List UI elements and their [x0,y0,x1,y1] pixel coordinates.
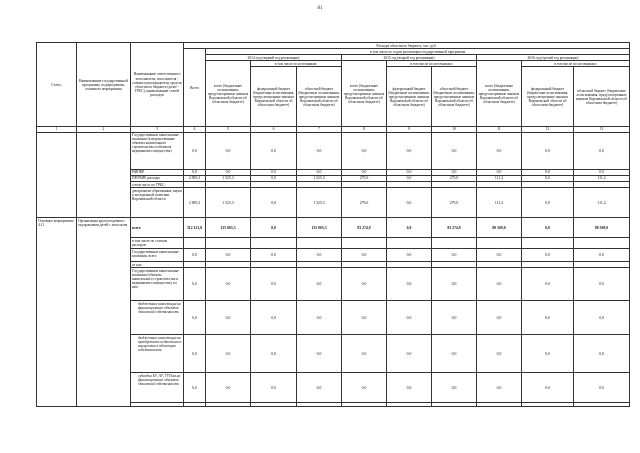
value-cell: 0,0 [522,132,574,169]
value-cell [206,403,251,407]
value-cell: 0,0 [387,188,432,218]
value-cell: 0,0 [574,169,630,175]
value-cell: 0,0 [184,268,206,301]
value-cell: 0,0 [206,249,251,262]
header-2014-including: в том числе по источникам: [251,61,342,67]
value-cell: 80 569,0 [477,218,522,238]
status-cell [37,188,77,218]
value-cell [251,403,297,407]
main-activity-name: Организация круглогодичного оздоровления детей с использов [77,218,131,407]
header-status: Статус [37,43,77,127]
value-cell: 111,2 [477,188,522,218]
header-executor: Наименование ответственного исполнителя, исполнителя - главного распорядителя средств областного бюджета (далее - ГРБС), наименование статей расходов [131,43,184,127]
value-cell: 0,0 [251,335,297,373]
value-cell: 0,0 [206,169,251,175]
value-cell: 0,0 [342,373,387,403]
header-budget-expenses: Расходы областного бюджета, тыс. руб. [184,43,630,49]
col-number: 12 [522,127,574,133]
value-cell: 111,2 [574,175,630,181]
header-year-2014: 2014 год (первый год реализации) [206,55,342,61]
value-cell: 0,0 [574,335,630,373]
value-cell: 0,0 [251,301,297,335]
value-cell: 0,0 [297,132,342,169]
value-cell: 0,0 [387,301,432,335]
value-cell: 0,0 [432,268,477,301]
page-number: 81 [317,6,323,11]
value-cell: 0,0 [477,335,522,373]
header-2015-including: в том числе по источникам: [387,61,477,67]
value-cell [432,403,477,407]
value-cell: 0,0 [184,373,206,403]
value-cell: 279,0 [432,175,477,181]
value-cell: 0,0 [297,335,342,373]
header-2016-total: всего (бюджетные ассигнования, предусмотренные законом Воронежской области об областном бюджете) [477,61,522,127]
value-cell: 0,0 [574,268,630,301]
header-year-2016: 2016 год (третий год реализации) [477,55,630,61]
value-cell: 0,0 [432,373,477,403]
row-label [131,403,184,407]
value-cell: 0,0 [297,169,342,175]
value-cell: 0,0 [522,373,574,403]
value-cell: 0,0 [522,175,574,181]
value-cell: 0,0 [297,268,342,301]
value-cell: 0,0 [251,249,297,262]
row-label: в том числе по статьям расходов: [131,238,184,249]
value-cell: 0,0 [387,218,432,238]
row-label: НИОКР [131,169,184,175]
value-cell: 0,0 [522,188,574,218]
value-cell: 0,0 [251,268,297,301]
value-cell [184,403,206,407]
row-label: из них: [131,262,184,268]
header-total: Всего [184,49,206,127]
col-number: 4 [184,127,206,133]
value-cell: 0,0 [251,132,297,169]
row-label: Государственные капитальные вложения (объекты капитального строительства и недвижимого имущества), из них: [131,268,184,301]
value-cell: 0,0 [432,301,477,335]
value-cell: 0,0 [522,218,574,238]
value-cell: 0,0 [251,373,297,403]
value-cell [251,238,297,249]
col-number: 8 [342,127,387,133]
value-cell: 0,0 [342,301,387,335]
row-label: всего [131,218,184,238]
value-cell: 0,0 [206,132,251,169]
value-cell: 135 065,3 [206,218,251,238]
value-cell: 0,0 [206,268,251,301]
value-cell: 2 885,3 [184,175,206,181]
value-cell: 1 525,3 [206,175,251,181]
header-program-name: Наименование государственной программы, подпрограммы, основного мероприятия [77,43,131,127]
header-by-years: в том числе по годам реализации государственной программы [206,49,630,55]
value-cell: 0,0 [477,373,522,403]
value-cell [206,238,251,249]
header-2016-federal: федеральный бюджет (бюджетные ассигнования, предусмотренные законом Воронежской области об областном бюджете) [522,67,574,127]
value-cell: 0,0 [342,335,387,373]
col-number: 10 [432,127,477,133]
value-cell: 0,0 [574,249,630,262]
value-cell [297,238,342,249]
value-cell: 0,0 [297,373,342,403]
col-number: 7 [297,127,342,133]
row-label: бюджетные инвестиции на приобретение недвижимого имущества в областную собственность [131,335,184,373]
header-2015-regional: областной бюджет (бюджетные ассигнования, предусмотренные законом Воронежской области об областном бюджете) [432,67,477,127]
value-cell [387,238,432,249]
value-cell: 0,0 [342,132,387,169]
value-cell: 1 525,3 [206,188,251,218]
value-cell: 0,0 [387,268,432,301]
row-label: департамент образования, науки и молодежной политики Воронежской области [131,188,184,218]
row-label: Государственные капитальные вложения, всего [131,249,184,262]
value-cell: 1 525,3 [297,175,342,181]
col-number: 9 [387,127,432,133]
row-label: бюджетные инвестиции на финансирование объектов областной собственности [131,301,184,335]
value-cell: 0,0 [574,373,630,403]
value-cell: 0,0 [432,249,477,262]
value-cell: 111,2 [574,188,630,218]
value-cell: 83 274,9 [432,218,477,238]
value-cell: 0,0 [184,169,206,175]
value-cell: 0,0 [477,301,522,335]
value-cell [522,238,574,249]
header-2015-federal: федеральный бюджет (бюджетные ассигнования, предусмотренные законом Воронежской области об областном бюджете) [387,67,432,127]
value-cell: 0,0 [387,335,432,373]
col-number: 3 [131,127,184,133]
value-cell: 0,0 [477,132,522,169]
value-cell: 0,0 [477,268,522,301]
value-cell: 0,0 [251,175,297,181]
value-cell: 0,0 [251,218,297,238]
value-cell: 279,0 [342,188,387,218]
value-cell: 0,0 [184,301,206,335]
budget-table [36,42,630,407]
row-label: Государственные капитальные вложения (в ведомственные объекты капитального строительства и объектов недвижимого имущества) [131,132,184,169]
value-cell [184,238,206,249]
value-cell: 1 525,3 [297,188,342,218]
value-cell: 0,0 [184,249,206,262]
value-cell: 0,0 [342,268,387,301]
col-number: 5 [206,127,251,133]
value-cell: 0,0 [387,169,432,175]
value-cell: 0,0 [387,249,432,262]
value-cell: 0,0 [522,268,574,301]
name-cell [77,188,131,218]
status-cell [37,132,77,169]
value-cell: 0,0 [342,169,387,175]
value-cell: 0,0 [206,373,251,403]
value-cell: 0,0 [251,188,297,218]
value-cell [574,238,630,249]
value-cell: 0,0 [297,249,342,262]
col-number: 1 [37,127,77,133]
value-cell: 0,0 [206,301,251,335]
value-cell [342,238,387,249]
value-cell: 0,0 [522,301,574,335]
col-number: 6 [251,127,297,133]
main-activity-status: Основное мероприятие 4.11 [37,218,77,407]
value-cell [342,403,387,407]
col-number: 2 [77,127,131,133]
value-cell [522,403,574,407]
value-cell: 0,0 [387,132,432,169]
row-label: субсидии БУ, АУ, ГУПам на финансирование объектов областной собственности [131,373,184,403]
value-cell: 0,0 [574,301,630,335]
value-cell: 0,0 [522,249,574,262]
value-cell: 312 121,8 [184,218,206,238]
value-cell: 0,0 [432,335,477,373]
value-cell [574,403,630,407]
header-2016-including: в том числе по источникам: [522,61,630,67]
row-label: в том числе по ГРБС: [131,182,184,188]
value-cell: 0,0 [184,335,206,373]
header-2015-total: всего (бюджетные ассигнования, предусмотренные законом Воронежской области об областном бюджете) [342,61,387,127]
value-cell: 0,0 [387,175,432,181]
header-2014-federal: федеральный бюджет (бюджетные ассигнования, предусмотренные законом Воронежской области об областном бюджете) [251,67,297,127]
value-cell: 0,0 [206,335,251,373]
value-cell: 0,0 [251,169,297,175]
value-cell: 135 065,3 [297,218,342,238]
value-cell [477,403,522,407]
value-cell [477,238,522,249]
col-number: 11 [477,127,522,133]
value-cell [297,403,342,407]
value-cell: 0,0 [432,169,477,175]
value-cell: 0,0 [297,301,342,335]
col-number: 13 [574,127,630,133]
value-cell: 0,0 [387,373,432,403]
value-cell: 0,0 [522,169,574,175]
value-cell: 0,0 [477,169,522,175]
header-2014-total: всего (бюджетные ассигнования, предусмотренные законом Воронежской области об областном бюджете) [206,61,251,127]
name-cell [77,132,131,169]
value-cell: 83 274,9 [342,218,387,238]
value-cell: 2 885,3 [184,188,206,218]
value-cell [432,238,477,249]
value-cell [387,403,432,407]
value-cell: 0,0 [432,132,477,169]
header-2016-regional: областной бюджет (бюджетные ассигнования, предусмотренные законом Воронежской области об областном бюджете) [574,67,630,127]
value-cell: 0,0 [574,132,630,169]
header-year-2015: 2015 год (второй год реализации) [342,55,477,61]
value-cell: 0,0 [342,249,387,262]
value-cell: 0,0 [477,249,522,262]
row-label: ПРОЧИЕ расходы [131,175,184,181]
value-cell: 80 569,0 [574,218,630,238]
value-cell: 111,2 [477,175,522,181]
value-cell: 0,0 [184,132,206,169]
header-2014-regional: областной бюджет (бюджетные ассигнования, предусмотренные законом Воронежской области об областном бюджете) [297,67,342,127]
value-cell: 0,0 [522,335,574,373]
value-cell: 279,0 [342,175,387,181]
value-cell: 279,0 [432,188,477,218]
